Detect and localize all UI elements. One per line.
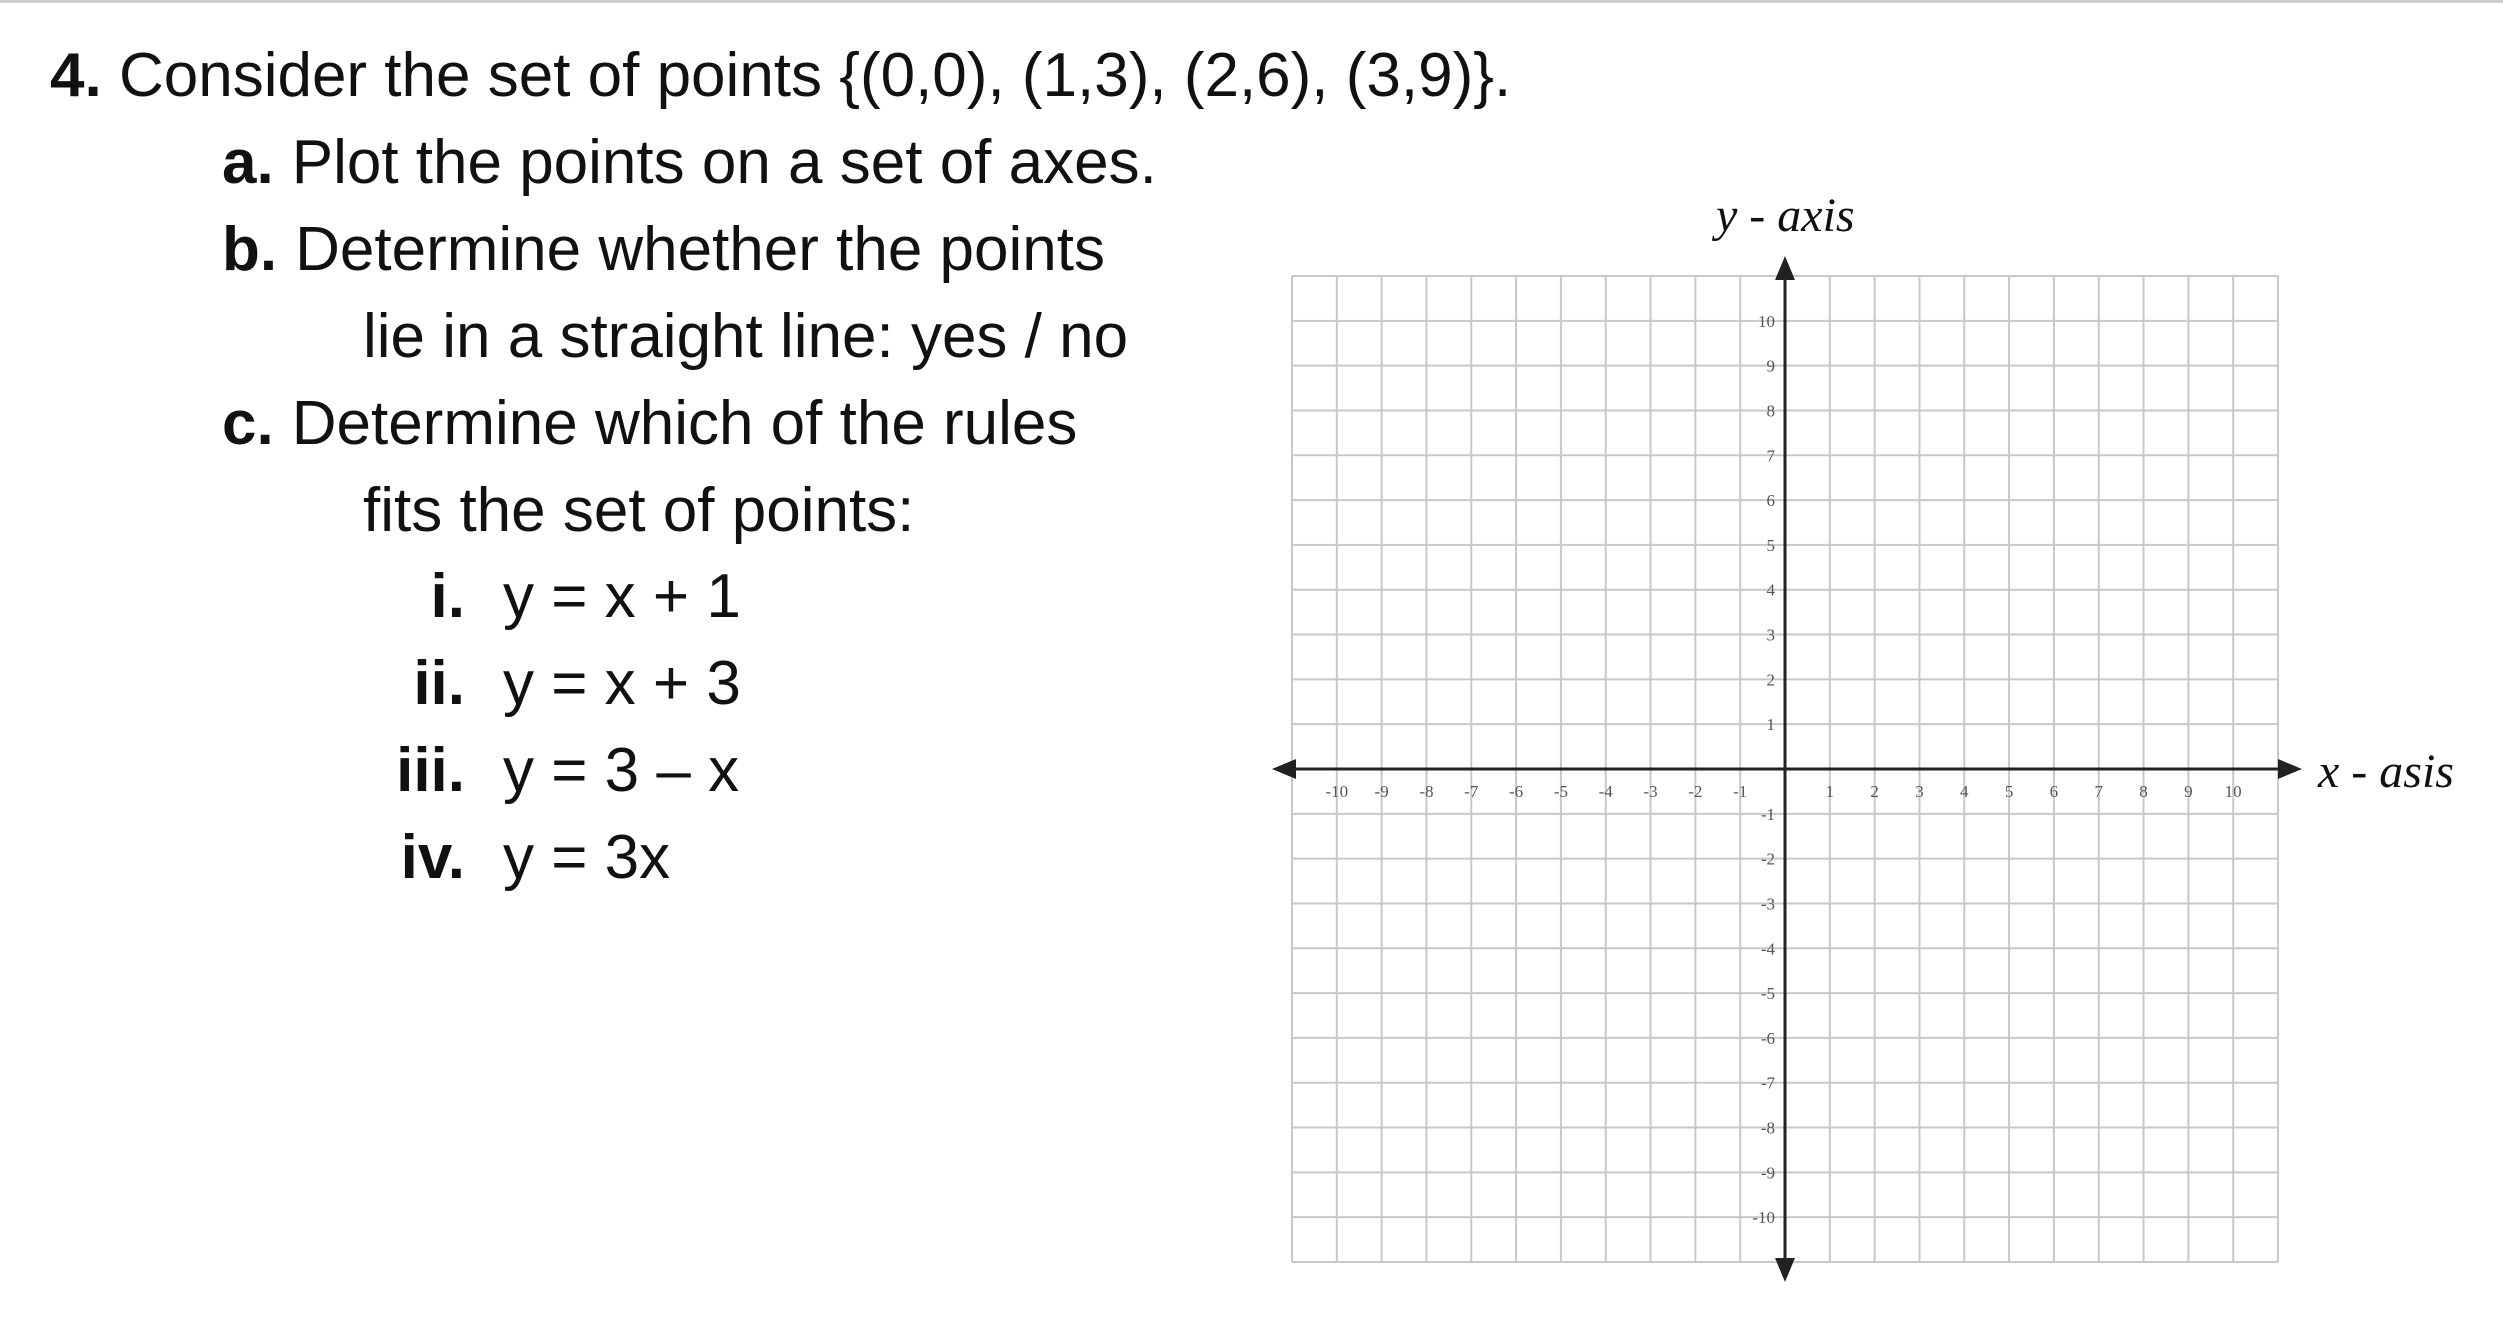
x-tick-label: 2 (1870, 782, 1879, 801)
y-axis-up-arrow-icon (1775, 256, 1795, 280)
option-iii-rule: y = 3 – x (503, 736, 740, 805)
y-tick-label: 8 (1766, 401, 1775, 421)
part-b-label: b. (222, 215, 278, 284)
part-a-text: Plot the points on a set of axes. (291, 128, 1157, 197)
x-tick-label: 5 (2004, 782, 2014, 801)
y-tick-label: -3 (1760, 894, 1775, 914)
part-c-label: c. (222, 389, 274, 458)
x-tick-label: -1 (1733, 782, 1748, 801)
option-ii-rule: y = x + 3 (503, 649, 741, 718)
y-tick-label: -6 (1760, 1028, 1775, 1048)
y-tick-label: 2 (1766, 670, 1775, 690)
y-tick-label: 10 (1758, 311, 1775, 331)
part-b-text-line2: lie in a straight line: yes / no (363, 302, 1129, 371)
y-tick-label: 7 (1766, 446, 1775, 466)
y-tick-label: 1 (1766, 715, 1775, 735)
part-c-text-line2: fits the set of points: (363, 476, 915, 545)
y-tick-label: -5 (1760, 984, 1775, 1004)
y-tick-label: 6 (1766, 491, 1775, 511)
y-tick-label: -4 (1760, 939, 1775, 959)
y-tick-label: -10 (1752, 1208, 1775, 1228)
option-i-label: i. (430, 562, 465, 631)
x-tick-label: -9 (1374, 782, 1389, 801)
y-tick-label: -1 (1760, 804, 1775, 824)
x-tick-label: -5 (1553, 782, 1568, 801)
option-iii-label: iii. (396, 736, 465, 805)
part-a-label: a. (222, 128, 274, 197)
x-tick-label: 10 (2224, 782, 2242, 801)
option-i-rule: y = x + 1 (503, 562, 741, 631)
y-tick-label: 9 (1766, 356, 1775, 376)
option-iv-rule: y = 3x (503, 823, 671, 892)
y-tick-label: 3 (1766, 625, 1775, 645)
x-tick-label: -10 (1325, 782, 1349, 801)
y-tick-label: 5 (1766, 535, 1775, 555)
y-tick-label: -2 (1760, 849, 1775, 869)
x-tick-label: -4 (1598, 782, 1613, 801)
y-axis-title: y - axis (1716, 189, 1855, 242)
x-tick-label: 9 (2184, 782, 2193, 801)
y-tick-label: -8 (1760, 1118, 1775, 1138)
x-tick-label: -8 (1419, 782, 1434, 801)
x-tick-label: -7 (1464, 782, 1479, 801)
x-tick-label: 7 (2094, 782, 2103, 801)
x-tick-label: -2 (1688, 782, 1703, 801)
x-tick-label: 6 (2049, 782, 2059, 801)
part-b-text-line1: Determine whether the points (295, 215, 1105, 284)
option-iv-label: iv. (400, 823, 465, 892)
y-tick-label: -9 (1760, 1163, 1775, 1183)
option-ii-label: ii. (413, 649, 465, 718)
x-tick-label: 4 (1960, 782, 1969, 801)
x-tick-label: -3 (1643, 782, 1658, 801)
x-tick-label: 3 (1915, 782, 1924, 801)
problem-statement: Consider the set of points {(0,0), (1,3), (2,6), (3,9)}. (118, 41, 1512, 110)
x-axis-right-arrow-icon (2278, 759, 2302, 779)
x-tick-label: 8 (2139, 782, 2148, 801)
y-tick-label: -7 (1760, 1073, 1775, 1093)
x-tick-label: -6 (1509, 782, 1524, 801)
problem-number: 4. (50, 41, 102, 110)
x-axis-left-arrow-icon (1272, 759, 1296, 779)
x-axis-title: x - asis (2318, 745, 2454, 798)
y-tick-label: 4 (1766, 580, 1775, 600)
y-axis-down-arrow-icon (1775, 1258, 1795, 1282)
x-tick-label: 1 (1825, 782, 1835, 801)
part-c-text-line1: Determine which of the rules (291, 389, 1078, 458)
